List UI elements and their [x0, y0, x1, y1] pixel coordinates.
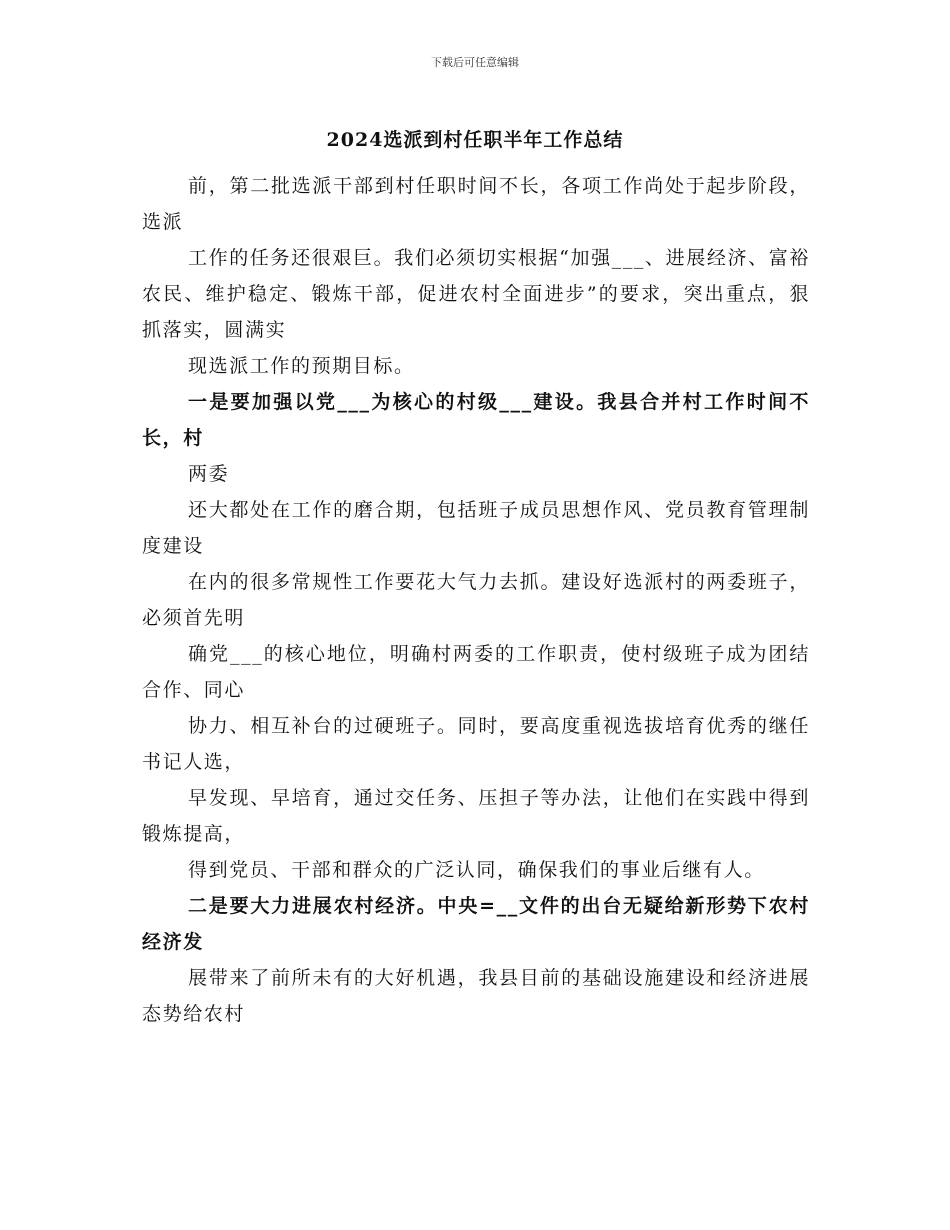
paragraph: 协力、相互补台的过硬班子。同时，要高度重视选拔培育优秀的继任书记人选， [142, 715, 810, 773]
paragraph: 前，第二批选派干部到村任职时间不长，各项工作尚处于起步阶段，选派 [142, 175, 810, 233]
paragraph: 工作的任务还很艰巨。我们必须切实根据“加强___、进展经济、富裕农民、维护稳定、锻炼干部，促进农村全面进步”的要求，突出重点，狠抓落实，圆满实 [142, 247, 810, 341]
paragraph: 得到党员、干部和群众的广泛认同，确保我们的事业后继有人。 [188, 859, 765, 881]
paragraph: 确党___的核心地位，明确村两委的工作职责，使村级班子成为团结合作、同心 [142, 643, 810, 701]
paragraph: 早发现、早培育，通过交任务、压担子等办法，让他们在实践中得到锻炼提高， [142, 787, 810, 845]
paragraph: 现选派工作的预期目标。 [188, 355, 415, 377]
document-body [142, 168, 810, 1032]
paragraph: 在内的很多常规性工作要花大气力去抓。建设好选派村的两委班子，必须首先明 [142, 571, 810, 629]
page-header: 下载后可任意编辑 [431, 56, 519, 69]
document-title: 2024选派到村任职半年工作总结 [326, 129, 624, 151]
paragraph: 展带来了前所未有的大好机遇，我县目前的基础设施建设和经济进展态势给农村 [142, 967, 810, 1025]
paragraph: 一是要加强以党___为核心的村级___建设。我县合并村工作时间不长，村 [142, 391, 810, 449]
paragraph: 两委 [188, 463, 230, 485]
paragraph: 还大都处在工作的磨合期，包括班子成员思想作风、党员教育管理制度建设 [142, 499, 810, 557]
paragraph: 二是要大力进展农村经济。中央=__文件的出台无疑给新形势下农村经济发 [142, 895, 810, 953]
